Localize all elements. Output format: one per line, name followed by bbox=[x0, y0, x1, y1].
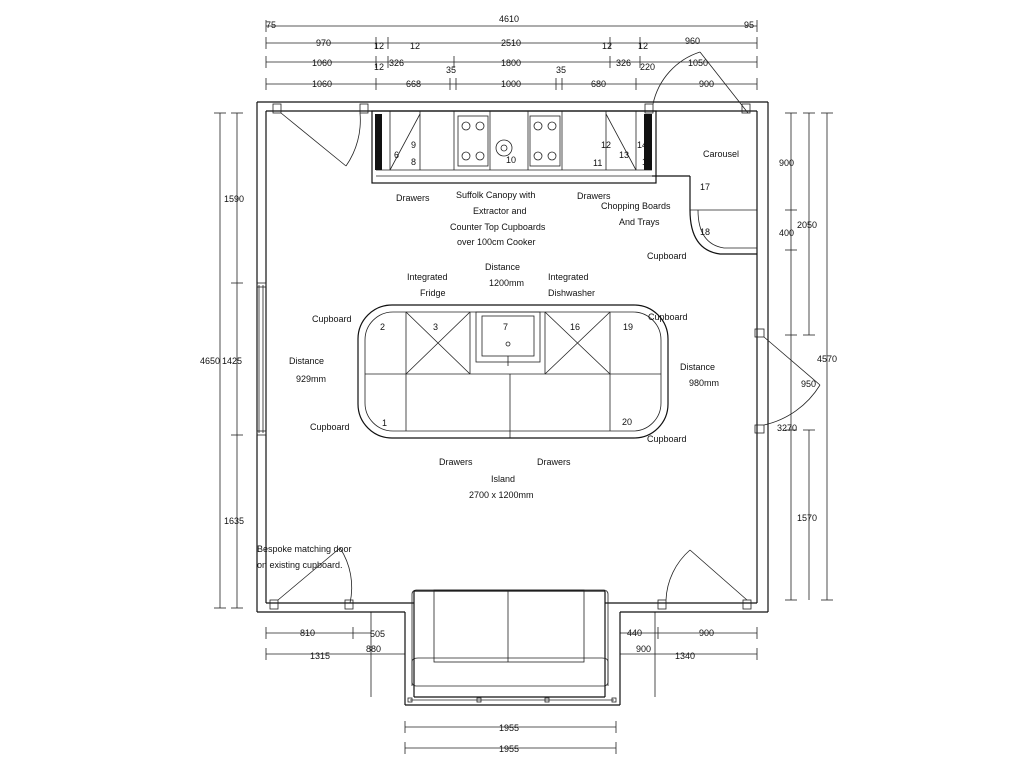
dim-bottom-1315: 1315 bbox=[310, 651, 331, 661]
dim-row3-f: 220 bbox=[640, 62, 656, 72]
unit-2: 2 bbox=[380, 322, 386, 332]
label-canopy-1: Suffolk Canopy with bbox=[456, 190, 536, 200]
dim-top-right: 95 bbox=[744, 20, 755, 30]
unit-7: 7 bbox=[503, 322, 509, 332]
dim-row2-g: 960 bbox=[685, 36, 701, 46]
unit-11: 11 bbox=[593, 158, 603, 168]
dim-right-2050: 2050 bbox=[797, 220, 818, 230]
dim-row4-b: 668 bbox=[406, 79, 422, 89]
label-cupboard-right-2: Cupboard bbox=[647, 434, 687, 444]
label-cupboard-left-2: Cupboard bbox=[310, 422, 350, 432]
unit-1: 1 bbox=[382, 418, 388, 428]
top-dimension-texts bbox=[266, 14, 754, 89]
label-integrated-fridge-1: Integrated bbox=[407, 272, 448, 282]
label-distance-right-1: Distance bbox=[680, 362, 716, 372]
label-cupboard-left-1: Cupboard bbox=[312, 314, 352, 324]
dim-top-total: 4610 bbox=[499, 14, 520, 24]
plan-labels bbox=[257, 149, 739, 570]
unit-15: 15 bbox=[642, 157, 653, 167]
unit-13: 13 bbox=[619, 150, 630, 160]
unit-17: 17 bbox=[700, 182, 711, 192]
dim-left-1635: 1635 bbox=[224, 516, 245, 526]
label-integrated-fridge-2: Fridge bbox=[420, 288, 446, 298]
unit-8: 8 bbox=[411, 157, 417, 167]
label-cupboard-right-1: Cupboard bbox=[648, 312, 688, 322]
dim-row4-d: 1000 bbox=[501, 79, 522, 89]
dim-row2-b: 12 bbox=[374, 41, 385, 51]
label-cupboard-right-top: Cupboard bbox=[647, 251, 687, 261]
label-canopy-4: over 100cm Cooker bbox=[457, 237, 536, 247]
dim-row3-c: 326 bbox=[389, 58, 405, 68]
dim-row2-f: 12 bbox=[638, 41, 649, 51]
unit-20: 20 bbox=[622, 417, 633, 427]
dim-row4-f: 680 bbox=[591, 79, 607, 89]
dim-right-400: 400 bbox=[779, 228, 795, 238]
dim-left-1425: 1425 bbox=[222, 356, 243, 366]
island-unit-numbers bbox=[380, 322, 633, 428]
unit-14: 14 bbox=[637, 140, 648, 150]
dim-row4-g: 900 bbox=[699, 79, 715, 89]
dim-bottom-440: 440 bbox=[627, 628, 643, 638]
dim-bottom-810: 810 bbox=[300, 628, 316, 638]
label-distance-right-2: 980mm bbox=[689, 378, 720, 388]
label-island-drawers-2: Drawers bbox=[537, 457, 571, 467]
label-drawers-top-left: Drawers bbox=[396, 193, 430, 203]
dim-bottom-880: 880 bbox=[366, 644, 382, 654]
unit-4: 4 bbox=[376, 130, 382, 140]
dim-right-4570: 4570 bbox=[817, 354, 838, 364]
dim-row2-d: 2510 bbox=[501, 38, 522, 48]
dim-bottom-1955a: 1955 bbox=[499, 723, 520, 733]
label-chopping-1: Chopping Boards bbox=[601, 201, 671, 211]
dim-row4-e: 35 bbox=[556, 65, 567, 75]
dim-right-1570: 1570 bbox=[797, 513, 818, 523]
label-distance-left-1: Distance bbox=[289, 356, 325, 366]
label-distance-top-2: 1200mm bbox=[489, 278, 525, 288]
label-distance-left-2: 929mm bbox=[296, 374, 327, 384]
sofa bbox=[412, 590, 608, 686]
dim-right-950: 950 bbox=[801, 379, 817, 389]
unit-9: 9 bbox=[411, 140, 417, 150]
unit-18: 18 bbox=[700, 227, 711, 237]
dim-row2-c: 12 bbox=[410, 41, 421, 51]
dim-row2-e: 12 bbox=[602, 41, 613, 51]
unit-19: 19 bbox=[623, 322, 634, 332]
dim-row3-b: 12 bbox=[374, 62, 385, 72]
unit-3: 3 bbox=[433, 322, 439, 332]
label-island-1: Island bbox=[491, 474, 516, 484]
dim-right-3270: 3270 bbox=[777, 423, 798, 433]
dim-row3-e: 326 bbox=[616, 58, 632, 68]
dim-left-4650: 4650 bbox=[200, 356, 221, 366]
dim-bottom-505: 505 bbox=[370, 629, 386, 639]
dim-bottom-1955b: 1955 bbox=[499, 744, 520, 754]
unit-5: 5 bbox=[376, 149, 382, 159]
unit-16: 16 bbox=[570, 322, 581, 332]
dim-row4-c: 35 bbox=[446, 65, 457, 75]
dim-bottom-1340: 1340 bbox=[675, 651, 696, 661]
dim-row2-a: 970 bbox=[316, 38, 332, 48]
label-chopping-2: And Trays bbox=[619, 217, 660, 227]
label-island-2: 2700 x 1200mm bbox=[469, 490, 534, 500]
unit-12: 12 bbox=[601, 140, 612, 150]
dim-row4-a: 1060 bbox=[312, 79, 333, 89]
label-integrated-dw-1: Integrated bbox=[548, 272, 589, 282]
label-island-drawers-1: Drawers bbox=[439, 457, 473, 467]
dim-row3-d: 1800 bbox=[501, 58, 522, 68]
label-canopy-3: Counter Top Cupboards bbox=[450, 222, 546, 232]
dim-top-left: 75 bbox=[266, 20, 277, 30]
dim-bottom-900a: 900 bbox=[699, 628, 715, 638]
dim-left-1590: 1590 bbox=[224, 194, 245, 204]
dim-right-900: 900 bbox=[779, 158, 795, 168]
label-bespoke-1: Bespoke matching door bbox=[257, 544, 352, 554]
label-integrated-dw-2: Dishwasher bbox=[548, 288, 596, 298]
unit-10: 10 bbox=[506, 155, 517, 165]
label-canopy-2: Extractor and bbox=[473, 206, 527, 216]
label-drawers-top-right: Drawers bbox=[577, 191, 611, 201]
dim-row3-g: 1050 bbox=[688, 58, 709, 68]
label-distance-top-1: Distance bbox=[485, 262, 521, 272]
dim-bottom-900b: 900 bbox=[636, 644, 652, 654]
label-bespoke-2: on existing cupboard. bbox=[257, 560, 343, 570]
label-carousel: Carousel bbox=[703, 149, 740, 159]
unit-6: 6 bbox=[394, 150, 400, 160]
dim-row3-a: 1060 bbox=[312, 58, 333, 68]
